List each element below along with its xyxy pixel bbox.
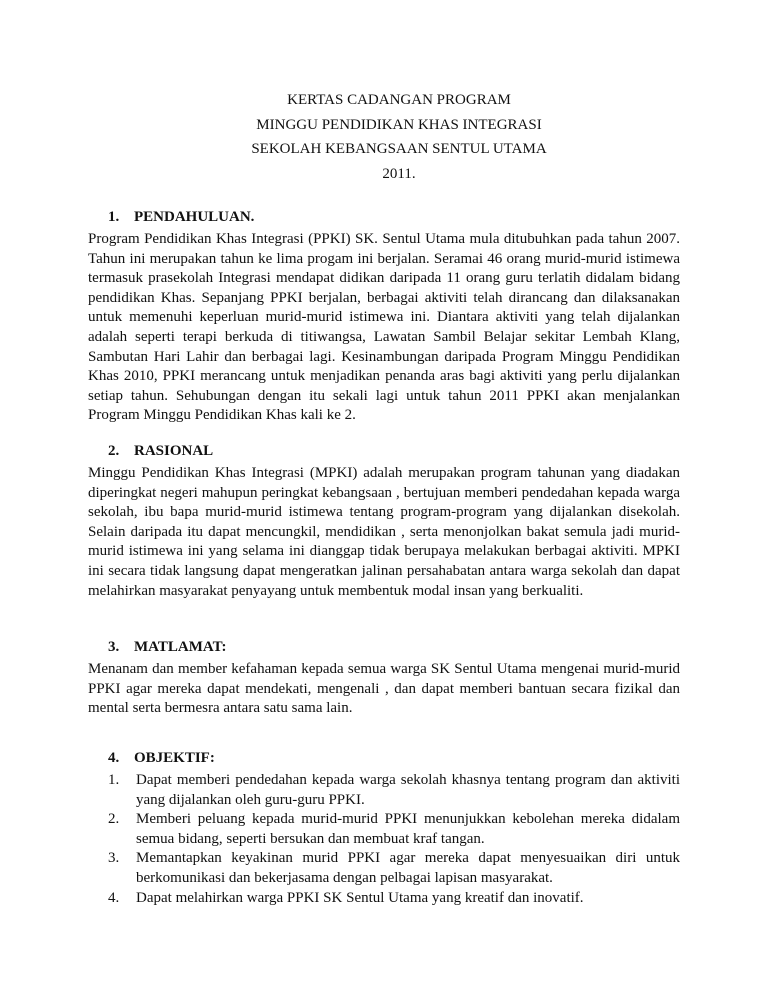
objective-item [88,849,680,888]
section-rasional [88,441,680,601]
section-matlamat [88,637,680,719]
objective-item [88,771,680,810]
objective-item [88,889,680,909]
title-line-3: SEKOLAH KEBANGSAAN SENTUL UTAMA [251,141,547,157]
section-paragraph: Minggu Pendidikan Khas Integrasi (MPKI) adalah merupakan program tahunan yang diadakan diperingkat negeri mahupun peringkat kebangsaan , bertujuan memberi pendedahan kepada warga sekolah, ibu bapa murid-murid istimewa tentang program-program yang dijalankan disekolah. Selain daripada itu dapat mencungkil, mendidikan , serta menonjolkan bakat semula jadi murid-murid istimewa ini yang selama ini dianggap tidak berupaya melakukan berbagai aktiviti. MPKI ini secara tidak langsung dapat mengeratkan jalinan persahabatan antara warga sekolah dan dapat melahirkan masyarakat penyayang untuk membentuk modal insan yang berkualiti. [88,465,680,599]
objective-number: 3. [108,850,120,867]
section-heading [88,207,680,227]
section-heading [88,441,680,461]
objective-text: Dapat memberi pendedahan kepada warga sekolah khasnya tentang program dan aktiviti yang dijalankan oleh guru-guru PPKI. [136,772,680,808]
section-number: 2. [108,443,120,459]
document-title [0,88,768,186]
objective-number: 1. [108,772,120,788]
objective-text: Memantapkan keyakinan murid PPKI agar mereka dapat menyesuaikan diri untuk berkomunikasi dan bekerjasama dengan pelbagai lapisan masyarakat. [136,850,680,886]
section-objektif [88,748,680,908]
section-number: 3. [108,639,120,655]
section-number: 4. [108,750,120,766]
title-line-1: KERTAS CADANGAN PROGRAM [287,92,511,108]
section-title: PENDAHULUAN. [134,209,255,225]
title-line-2: MINGGU PENDIDIKAN KHAS INTEGRASI [256,116,542,133]
section-number: 1. [108,209,120,225]
section-paragraph: Menanam dan member kefahaman kepada semua warga SK Sentul Utama mengenai murid-murid PPKI agar mereka dapat mendekati, mengenali , dan dapat memberi bantuan secara fizikal dan mental serta bermesra antara satu sama lain. [88,661,680,717]
objective-text: Memberi peluang kepada murid-murid PPKI menunjukkan kebolehan mereka didalam semua bidang, seperti bersukan dan membuat kraf tangan. [136,811,680,847]
section-heading [88,637,680,657]
objective-text: Dapat melahirkan warga PPKI SK Sentul Utama yang kreatif dan inovatif. [136,889,584,906]
objective-number: 2. [108,811,120,828]
section-pendahuluan [88,207,680,426]
section-heading [88,748,680,768]
section-title: RASIONAL [134,443,214,459]
objective-item [88,810,680,849]
objective-number: 4. [108,889,120,906]
objective-list [88,771,680,908]
title-line-4: 2011. [382,165,416,182]
section-title: OBJEKTIF: [134,750,215,766]
section-paragraph: Program Pendidikan Khas Integrasi (PPKI) SK. Sentul Utama mula ditubuhkan pada tahun 2007. Tahun ini merupakan tahun ke lima progam ini berjalan. Seramai 46 orang murid-murid istimewa termasuk prasekolah Integrasi mendapat didikan daripada 11 orang guru terlatih didalam bidang pendidikan Khas. Sepanjang PPKI berjalan, berbagai aktiviti telah dirancang dan dilaksanakan untuk memenuhi keperluan murid-murid istimewa ini. Diantara aktiviti yang telah dijalankan adalah seperti terapi berkuda di titiwangsa, Lawatan Sambil Belajar sekitar Lembah Klang, Sambutan Hari Lahir dan berbagai lagi. Kesinambungan daripada Program Minggu Pendidikan Khas 2010, PPKI merancang untuk menjadikan penanda aras bagi aktiviti yang perlu dijalankan setiap tahun. Sehubungan dengan itu sekali lagi untuk tahun 2011 PPKI akan menjalankan Program Minggu Pendidikan Khas kali ke 2. [88,231,680,424]
section-title: MATLAMAT: [134,639,227,655]
